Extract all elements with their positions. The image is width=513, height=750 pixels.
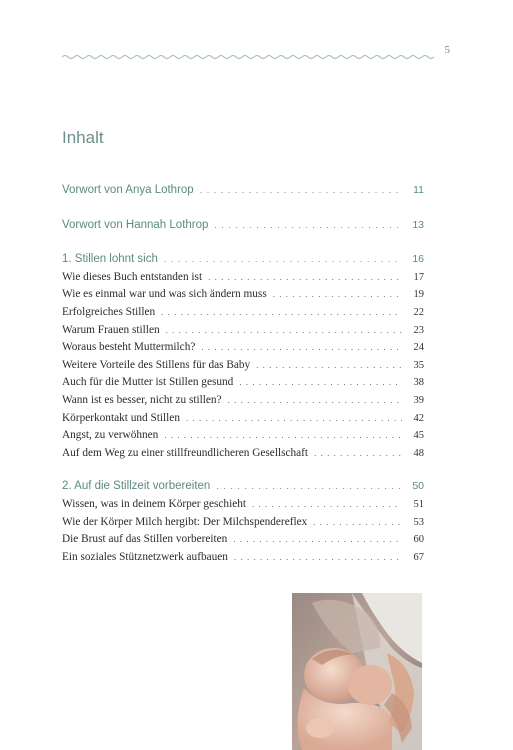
toc-entry[interactable]: [62, 549, 424, 567]
toc-entry-page: 13: [412, 218, 424, 231]
toc-entry-page: 23: [413, 324, 424, 336]
toc-entry-page: 42: [413, 412, 424, 424]
toc-entry[interactable]: [62, 445, 424, 463]
dot-leader: [273, 286, 402, 304]
toc-entry[interactable]: [62, 392, 424, 410]
toc-entry[interactable]: [62, 514, 424, 532]
toc-entry-title: Auch für die Mutter ist Stillen gesund: [62, 376, 234, 389]
toc-entry-page: 39: [413, 394, 424, 406]
toc-entry[interactable]: [62, 374, 424, 392]
toc-entry-title: Ein soziales Stütznetzwerk aufbauen: [62, 550, 228, 563]
toc-entry-title: Warum Frauen stillen: [62, 323, 160, 336]
dot-leader: [186, 410, 402, 428]
toc-entry[interactable]: [62, 339, 424, 357]
toc-entry-page: 11: [413, 184, 424, 196]
toc-entry-title: Wie dieses Buch entstanden ist: [62, 270, 203, 283]
toc-entry-page: 45: [413, 430, 424, 442]
dot-leader: [164, 251, 402, 269]
toc-entry-page: 35: [413, 359, 424, 371]
toc-entry-page: 22: [413, 306, 424, 318]
toc-entry-page: 19: [413, 289, 424, 301]
toc-entry-page: 67: [413, 551, 424, 563]
toc-entry[interactable]: [62, 286, 424, 304]
toc-entry-foreword-anya[interactable]: [62, 182, 424, 200]
dot-leader: [256, 357, 402, 375]
dot-leader: [228, 392, 402, 410]
toc-entry-title: Die Brust auf das Stillen vorbereiten: [62, 533, 228, 546]
toc-entry-title: Wie der Körper Milch hergibt: Der Milchspendereflex: [62, 515, 308, 528]
breastfeeding-photo: [292, 593, 422, 750]
dot-leader: [234, 549, 402, 567]
dot-leader: [314, 445, 402, 463]
toc-entry-title: Wann ist es besser, nicht zu stillen?: [62, 393, 222, 406]
toc-entry-page: 17: [413, 271, 424, 283]
toc-entry-title: Angst, zu verwöhnen: [62, 429, 159, 442]
dot-leader: [313, 514, 402, 532]
dot-leader: [208, 269, 402, 287]
header-wave-divider: [62, 52, 435, 62]
toc-entry-title: Erfolgreiches Stillen: [62, 305, 156, 318]
toc-entry[interactable]: [62, 410, 424, 428]
toc-chapter-2[interactable]: [62, 478, 424, 496]
toc-entry[interactable]: [62, 269, 424, 287]
table-of-contents: [62, 182, 424, 566]
dot-leader: [252, 496, 402, 514]
toc-entry[interactable]: [62, 322, 424, 340]
toc-entry-page: 50: [412, 480, 424, 493]
toc-entry-title: Körperkontakt und Stillen: [62, 411, 180, 424]
toc-entry-title: Wissen, was in deinem Körper geschieht: [62, 497, 247, 510]
toc-entry[interactable]: [62, 531, 424, 549]
toc-entry-title: Woraus besteht Muttermilch?: [62, 341, 196, 354]
toc-entry-title: 1. Stillen lohnt sich: [62, 253, 158, 266]
toc-entry-title: Auf dem Weg zu einer stillfreundlicheren Gesellschaft: [62, 446, 309, 459]
dot-leader: [233, 531, 402, 549]
toc-entry-title: Vorwort von Anya Lothrop: [62, 184, 194, 196]
toc-entry-page: 16: [412, 253, 424, 266]
dot-leader: [161, 304, 402, 322]
toc-entry-page: 24: [413, 342, 424, 354]
toc-entry-foreword-hannah[interactable]: [62, 217, 424, 235]
toc-entry-page: 48: [413, 447, 424, 459]
toc-entry-page: 53: [413, 516, 424, 528]
toc-entry-title: 2. Auf die Stillzeit vorbereiten: [62, 480, 211, 493]
toc-entry[interactable]: [62, 496, 424, 514]
dot-leader: [200, 182, 402, 200]
toc-entry[interactable]: [62, 427, 424, 445]
dot-leader: [216, 478, 402, 496]
page-number: 5: [444, 44, 450, 56]
toc-chapter-1[interactable]: [62, 251, 424, 269]
toc-entry-title: Vorwort von Hannah Lothrop: [62, 218, 209, 231]
dot-leader: [166, 322, 402, 340]
toc-entry[interactable]: [62, 357, 424, 375]
dot-leader: [164, 427, 402, 445]
toc-entry-title: Weitere Vorteile des Stillens für das Baby: [62, 358, 251, 371]
dot-leader: [214, 217, 402, 235]
toc-heading: Inhalt: [62, 128, 104, 147]
toc-entry[interactable]: [62, 304, 424, 322]
toc-entry-page: 51: [413, 498, 424, 510]
toc-entry-page: 60: [413, 534, 424, 546]
toc-entry-title: Wie es einmal war und was sich ändern muss: [62, 288, 267, 301]
dot-leader: [201, 339, 402, 357]
toc-entry-page: 38: [413, 377, 424, 389]
dot-leader: [239, 374, 402, 392]
